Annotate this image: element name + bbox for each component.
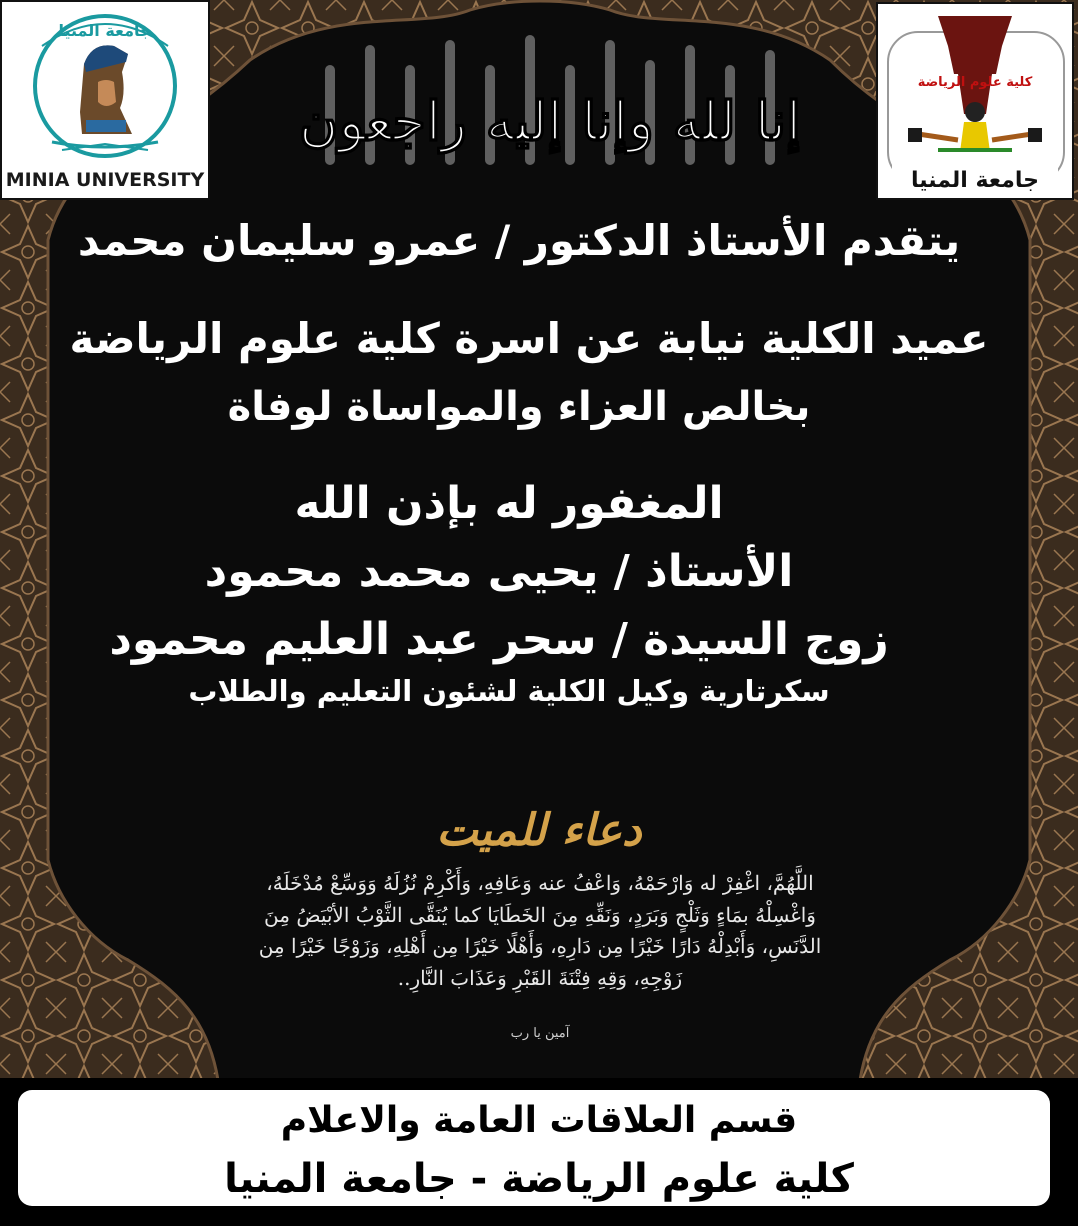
footer-department: قسم العلاقات العامة والاعلام (280, 1100, 798, 1141)
left-logo-text: MINIA UNIVERSITY (5, 169, 205, 191)
spouse-role-line: سكرتارية وكيل الكلية لشئون التعليم والطلاب (188, 674, 830, 708)
prayer-amen: آمين يا رب (510, 1026, 570, 1041)
minia-university-logo (0, 0, 210, 200)
prayer-text: اللَّهُمَّ، اغْفِرْ له وَارْحَمْهُ، وَاعْفُ عنه وَعَافِهِ، وَأَكْرِمْ نُزُلَهُ وَوَسِّعْ مُدْخَلَهُ، وَاغْسِلْهُ بمَاءٍ وَثَلْجٍ وَبَرَدٍ، وَنَقِّهِ مِنَ الخَطَايَا كما يُنَقَّى الثَّوْبُ الأبْيَضُ مِنَ الدَّنَسِ، وَأَبْدِلْهُ دَارًا خَيْرًا مِن دَارِهِ، وَأَهْلًا خَيْرًا مِن أَهْلِهِ، وَزَوْجًا خَيْرًا مِن زَوْجِهِ، وَقِهِ فِتْنَةَ القَبْرِ وَعَذَابَ النَّارِ.. (258, 871, 822, 990)
nefertiti-bust-icon (80, 45, 132, 134)
left-logo-arabic-text: جامعة المنيا (58, 21, 152, 40)
footer-faculty: كلية علوم الرياضة - جامعة المنيا (224, 1156, 854, 1202)
right-logo-bottom-text: جامعة المنيا (911, 168, 1039, 193)
calligraphy-title (290, 10, 810, 200)
right-logo-top-text: كلية علوم الرياضة (917, 75, 1033, 90)
prayer-title: دعاء للميت (436, 805, 642, 856)
deceased-name-line: الأستاذ / يحيى محمد محمود (204, 546, 794, 597)
deceased-prefix-line: المغفور له بإذن الله (294, 478, 724, 529)
dean-on-behalf-line: عميد الكلية نيابة عن اسرة كلية علوم الرياضة (69, 314, 989, 363)
calligraphy-title-text: إنا لله وإنا إليه راجعون (298, 89, 802, 153)
condolences-line: بخالص العزاء والمواساة لوفاة (227, 384, 811, 430)
condolence-from-line: يتقدم الأستاذ الدكتور / عمرو سليمان محمد (77, 216, 961, 265)
sports-faculty-logo (876, 2, 1074, 200)
spouse-name-line: زوج السيدة / سحر عبد العليم محمود (109, 614, 889, 665)
